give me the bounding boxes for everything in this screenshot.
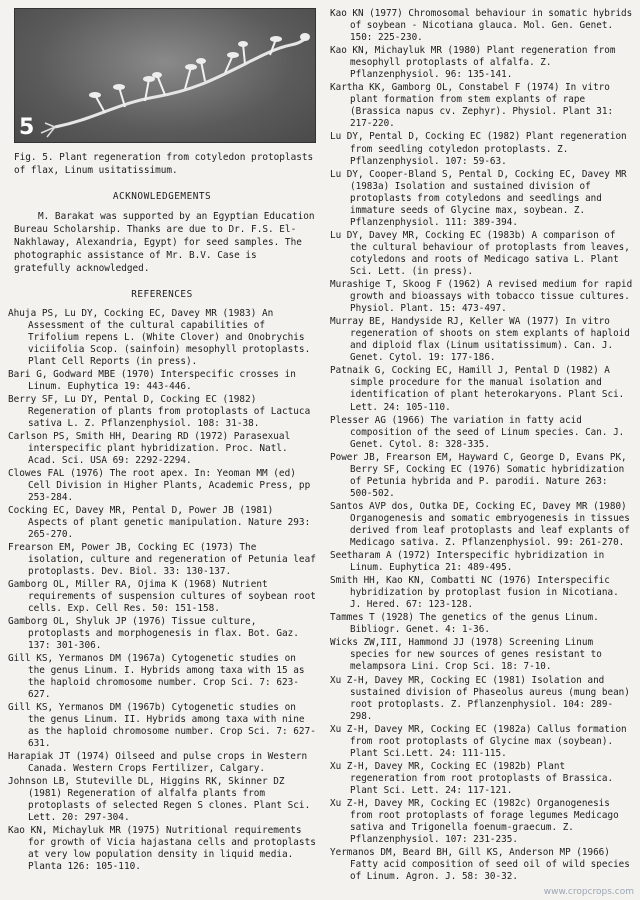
reference-entry: Johnson LB, Stuteville DL, Higgins RK, Skinner DZ (1981) Regeneration of alfalfa plants from protoplasts of selected Regen S clones. Plant Sci. Lett. 20: 297-304. bbox=[8, 776, 311, 823]
reference-entry: Murashige T, Skoog F (1962) A revised medium for rapid growth and bioassays with tobacco tissue cultures. Physiol. Plant. 15: 473-497. bbox=[330, 279, 633, 315]
reference-entry: Cocking EC, Davey MR, Pental D, Power JB (1981) Aspects of plant genetic manipulation. Nature 293: 265-270. bbox=[8, 505, 311, 540]
figure-number: 5 bbox=[19, 115, 35, 140]
reference-entry: Kao KN, Michayluk MR (1980) Plant regeneration from mesophyll protoplasts of alfalfa. Z. Pflanzenphysiol. 96: 135-141. bbox=[330, 45, 616, 81]
reference-entry: Xu Z-H, Davey MR, Cocking EC (1982b) Plant regeneration from root protoplasts of Brassica. Plant Sci. Lett. 24: 117-121. bbox=[330, 760, 614, 796]
reference-entry: Ahuja PS, Lu DY, Cocking EC, Davey MR (1983) An Assessment of the cultural capabilities of Trifolium repens L. (White Clover) and Onobrychis viciifolia Scop. (sainfoin) mesophyll protoplasts. Plant Cell Reports (in press). bbox=[8, 308, 311, 367]
reference-entry: Bari G, Godward MBE (1970) Interspecific crosses in Linum. Euphytica 19: 443-446. bbox=[8, 369, 296, 392]
reference-entry: Kartha KK, Gamborg OL, Constabel F (1974) In vitro plant formation from stem explants of rape (Brassica napus cv. Zephyr). Physiol. Plant 31: 217-220. bbox=[330, 82, 614, 130]
reference-entry: Plesser AG (1966) The variation in fatty acid composition of the seed of Linum species. Can. J. Genet. Cytol. 8: 328-335. bbox=[330, 414, 625, 450]
reference-entry: Harapiak JT (1974) Oilseed and pulse crops in Western Canada. Western Crops Fertilizer, Calgary. bbox=[8, 751, 308, 774]
reference-entry: Smith HH, Kao KN, Combatti NC (1976) Interspecific hybridization by protoplast fusion in Nicotiana. J. Hered. 67: 123-128. bbox=[330, 575, 619, 611]
references-heading: REFERENCES bbox=[131, 289, 193, 300]
acknowledgements-heading: ACKNOWLEDGEMENTS bbox=[112, 191, 212, 202]
reference-entry: Murray BE, Handyside RJ, Keller WA (1977) In vitro regeneration of shoots on stem explants of haploid and diploid flax (Linum usitatissimum). Can. J. Genet. Cytol. 19: 177-186. bbox=[330, 316, 630, 364]
reference-entry: Power JB, Frearson EM, Hayward C, George D, Evans PK, Berry SF, Cocking EC (1976) Somatic hybridization of Petunia hybrida and P. parodii. Nature 263: 500-502. bbox=[330, 451, 627, 499]
reference-entry: Frearson EM, Power JB, Cocking EC (1973) The isolation, culture and regeneration of Petunia leaf protoplasts. Dev. Biol. 33: 130-137. bbox=[8, 542, 316, 577]
reference-entry: Gill KS, Yermanos DM (1967a) Cytogenetic studies on the genus Linum. I. Hybrids among taxa with 15 as the haploid chromosome number. Crop Sci. 7: 623-627. bbox=[8, 653, 305, 700]
reference-entry: Seetharam A (1972) Interspecific hybridization in Linum. Euphytica 21: 489-495. bbox=[330, 550, 605, 574]
reference-entry: Berry SF, Lu DY, Pental D, Cocking EC (1982) Regeneration of plants from protoplasts of Lactuca sativa L. Z. Pflanzenphysiol. 108: 31-38. bbox=[8, 394, 311, 429]
flax-plantlet-illustration bbox=[15, 9, 315, 142]
reference-entry: Tammes T (1928) The genetics of the genus Linum. Bibliogr. Genet. 4: 1-36. bbox=[330, 612, 599, 636]
left-column bbox=[8, 8, 316, 874]
acknowledgements-text: M. Barakat was supported by an Egyptian Education Bureau Scholarship. Thanks are due to Dr. F.S. El-Nakhlaway, Alexandria, Egypt) for seed samples. The photographic assistance of Mr. B.V. Case is gratefully acknowledged. bbox=[14, 211, 315, 274]
figure-photo bbox=[14, 8, 316, 143]
reference-entry: Kao KN, Michayluk MR (1975) Nutritional requirements for growth of Vicia hajastana cells and protoplasts at very low population density in liquid media. Planta 126: 105-110. bbox=[8, 825, 316, 872]
watermark: www.cropcrops.com bbox=[543, 887, 634, 897]
reference-entry: Xu Z-H, Davey MR, Cocking EC (1982a) Callus formation from root protoplasts of Glycine max (soybean). Plant Sci.Lett. 24: 111-115. bbox=[330, 723, 627, 759]
reference-entry: Lu DY, Pental D, Cocking EC (1982) Plant regeneration from seedling cotyledon protoplasts. Z. Pflanzenphysiol. 107: 59-63. bbox=[330, 131, 627, 167]
reference-entry: Lu DY, Cooper-Bland S, Pental D, Cocking EC, Davey MR (1983a) Isolation and sustained division of protoplasts from cotyledons and seedlings and immature seeds of Glycine max, soybean. Z. Pflanzenphysiol. 111: 389-394. bbox=[330, 168, 627, 228]
reference-entry: Santos AVP dos, Outka DE, Cocking EC, Davey MR (1980) Organogenesis and somatic embryogenesis in tissues derived from leaf protoplasts and leaf explants of Medicago sativa. Z. Pflanzenphysiol. 99: 261-270. bbox=[330, 500, 630, 549]
reference-entry: Gamborg OL, Miller RA, Ojima K (1968) Nutrient requirements of suspension cultures of soybean root cells. Exp. Cell Res. 50: 151-158. bbox=[8, 579, 316, 614]
reference-entry: Wicks ZW,III, Hammond JJ (1978) Screening Linum species for new sources of genes resistant to melampsora Lini. Crop Sci. 18: 7-10. bbox=[330, 637, 602, 673]
references-list-right bbox=[330, 8, 634, 883]
reference-entry: Yermanos DM, Beard BH, Gill KS, Anderson MP (1966) Fatty acid composition of seed oil of wild species of Linum. Agron. J. 58: 30-32. bbox=[330, 847, 630, 883]
reference-entry: Xu Z-H, Davey MR, Cocking EC (1981) Isolation and sustained division of Phaseolus aureus (mung bean) root protoplasts. Z. Pflanzenphysiol. 104: 289-298. bbox=[330, 674, 630, 722]
reference-entry: Carlson PS, Smith HH, Dearing RD (1972) Parasexual interspecific plant hybridization. Proc. Natl. Acad. Sci. USA 69: 2292-2294. bbox=[8, 431, 291, 466]
reference-entry: Lu DY, Davey MR, Cocking EC (1983b) A comparison of the cultural behaviour of protoplasts from leaves, cotyledons and roots of Medicago sativa L. Plant Sci. Lett. (in press). bbox=[330, 229, 630, 277]
references-list-left bbox=[8, 308, 316, 873]
right-column bbox=[330, 8, 634, 884]
reference-entry: Kao KN (1977) Chromosomal behaviour in somatic hybrids of soybean - Nicotiana glauca. Mol. Gen. Genet. 150: 225-230. bbox=[330, 8, 633, 44]
reference-entry: Gamborg OL, Shyluk JP (1976) Tissue culture, protoplasts and morphogenesis in flax. Bot. Gaz. 137: 301-306. bbox=[8, 616, 299, 651]
figure-caption: Fig. 5. Plant regeneration from cotyledon protoplasts of flax, Linum usitatissimum. bbox=[14, 152, 314, 176]
reference-entry: Gill KS, Yermanos DM (1967b) Cytogenetic studies on the genus Linum. II. Hybrids among taxa with nine as the haploid chromosome number. Crop Sci. 7: 627-631. bbox=[8, 702, 316, 749]
reference-entry: Clowes FAL (1976) The root apex. In: Yeoman MM (ed) Cell Division in Higher Plants, Academic Press, pp 253-284. bbox=[8, 468, 311, 503]
reference-entry: Xu Z-H, Davey MR, Cocking EC (1982c) Organogenesis from root protoplasts of forage legumes Medicago sativa and Trigonella foenum-graecum. Z. Pflanzenphysiol. 107: 231-235. bbox=[330, 798, 619, 846]
reference-entry: Patnaik G, Cocking EC, Hamill J, Pental D (1982) A simple procedure for the manual isolation and identification of plant heterokaryons. Plant Sci. Lett. 24: 105-110. bbox=[330, 365, 625, 413]
